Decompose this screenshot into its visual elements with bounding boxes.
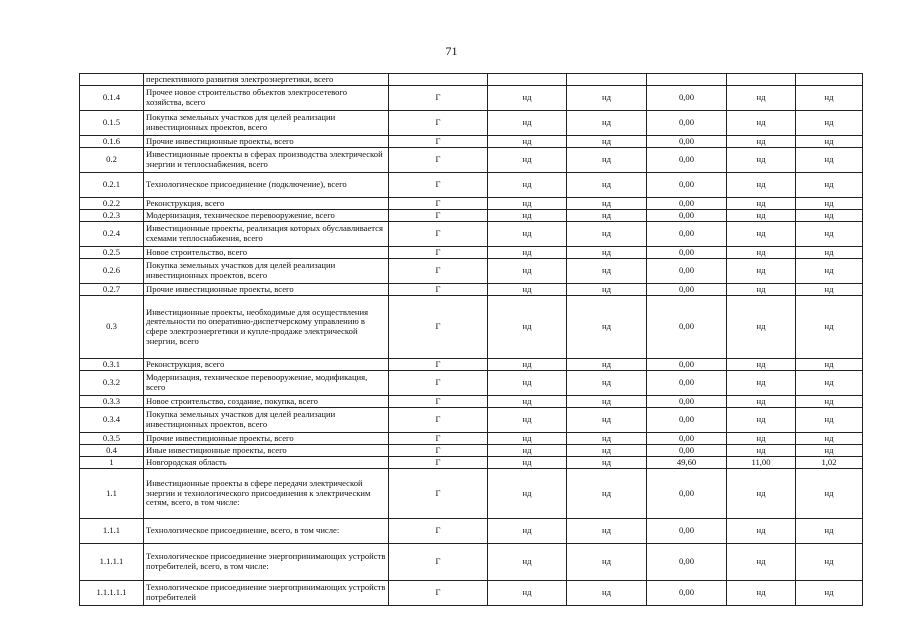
row-code [80, 74, 144, 86]
row-cell [567, 74, 647, 86]
row-cell: нд [567, 284, 647, 296]
row-code: 0.2.6 [80, 259, 144, 284]
row-cell: Г [389, 359, 488, 371]
row-cell: 0,00 [647, 408, 727, 433]
row-cell: 0,00 [647, 469, 727, 519]
table-row [80, 581, 863, 606]
table-row [80, 408, 863, 433]
row-cell: 0,00 [647, 296, 727, 359]
row-cell: нд [796, 469, 863, 519]
table-row [80, 136, 863, 148]
row-cell: нд [727, 284, 796, 296]
row-cell: 0,00 [647, 136, 727, 148]
row-code: 0.4 [80, 445, 144, 457]
row-name: Иные инвестиционные проекты, всего [144, 445, 389, 457]
table-row [80, 86, 863, 111]
row-cell: Г [389, 148, 488, 173]
row-cell: нд [567, 469, 647, 519]
row-cell: 0,00 [647, 433, 727, 445]
row-cell: нд [567, 544, 647, 581]
table-row [80, 284, 863, 296]
row-cell: Г [389, 284, 488, 296]
table-row [80, 544, 863, 581]
row-cell: 0,00 [647, 581, 727, 606]
row-cell [488, 74, 567, 86]
row-cell: нд [488, 519, 567, 544]
row-cell: нд [796, 544, 863, 581]
row-cell: нд [488, 148, 567, 173]
row-cell: нд [488, 284, 567, 296]
row-cell: 49,60 [647, 457, 727, 469]
row-cell: нд [488, 408, 567, 433]
row-code: 0.1.5 [80, 111, 144, 136]
table-row [80, 222, 863, 247]
row-code: 0.2.5 [80, 247, 144, 259]
row-name: Реконструкция, всего [144, 198, 389, 210]
row-cell: нд [567, 198, 647, 210]
row-cell: нд [727, 222, 796, 247]
row-cell: нд [796, 396, 863, 408]
row-cell: нд [488, 371, 567, 396]
row-cell: нд [796, 148, 863, 173]
table-row [80, 111, 863, 136]
row-cell: нд [488, 433, 567, 445]
row-cell: 0,00 [647, 396, 727, 408]
row-cell: Г [389, 469, 488, 519]
row-name: Модернизация, техническое перевооружение, всего [144, 210, 389, 222]
row-cell: нд [488, 581, 567, 606]
table-row [80, 396, 863, 408]
row-code: 0.1.6 [80, 136, 144, 148]
row-name: Прочее новое строительство объектов электросетевого хозяйства, всего [144, 86, 389, 111]
row-cell: нд [567, 396, 647, 408]
row-name: Инвестиционные проекты в сферах производства электрической энергии и теплоснабжения, всего [144, 148, 389, 173]
row-cell: 0,00 [647, 111, 727, 136]
row-cell: нд [567, 136, 647, 148]
row-name: Реконструкция, всего [144, 359, 389, 371]
row-cell: нд [488, 111, 567, 136]
row-cell: нд [567, 445, 647, 457]
row-code: 1.1.1 [80, 519, 144, 544]
row-code: 1.1.1.1.1 [80, 581, 144, 606]
row-name: Технологическое присоединение, всего, в том числе: [144, 519, 389, 544]
row-cell: 0,00 [647, 371, 727, 396]
row-cell: 0,00 [647, 86, 727, 111]
row-cell: нд [567, 173, 647, 198]
row-cell: нд [567, 519, 647, 544]
row-cell: Г [389, 296, 488, 359]
row-cell: нд [567, 371, 647, 396]
row-cell: нд [727, 359, 796, 371]
row-cell: 0,00 [647, 284, 727, 296]
row-code: 0.3.4 [80, 408, 144, 433]
row-cell: Г [389, 519, 488, 544]
row-cell: нд [727, 86, 796, 111]
table-row [80, 445, 863, 457]
row-cell: Г [389, 544, 488, 581]
table-row [80, 198, 863, 210]
row-cell: Г [389, 247, 488, 259]
row-name: Покупка земельных участков для целей реализации инвестиционных проектов, всего [144, 259, 389, 284]
row-cell: нд [796, 296, 863, 359]
row-cell: нд [488, 247, 567, 259]
row-cell: нд [796, 222, 863, 247]
row-cell: Г [389, 173, 488, 198]
row-cell: нд [488, 222, 567, 247]
row-code: 1.1 [80, 469, 144, 519]
row-cell: нд [796, 198, 863, 210]
row-code: 0.3.3 [80, 396, 144, 408]
row-cell: 1,02 [796, 457, 863, 469]
row-cell: нд [567, 210, 647, 222]
row-cell [389, 74, 488, 86]
row-cell: нд [727, 111, 796, 136]
row-name: Инвестиционные проекты, необходимые для осуществления деятельности по оперативно-диспетчерскому управлению в сфере электроэнергетики и купле-продаже электрической энергии, всего [144, 296, 389, 359]
row-name: Новое строительство, создание, покупка, всего [144, 396, 389, 408]
row-code: 0.2.2 [80, 198, 144, 210]
row-cell: нд [727, 519, 796, 544]
row-cell: 0,00 [647, 445, 727, 457]
row-cell: нд [796, 408, 863, 433]
table-row [80, 457, 863, 469]
row-cell: нд [567, 86, 647, 111]
row-cell: нд [488, 259, 567, 284]
row-cell: Г [389, 136, 488, 148]
row-code: 1 [80, 457, 144, 469]
row-cell: нд [796, 284, 863, 296]
row-cell: нд [796, 359, 863, 371]
row-code: 0.3.5 [80, 433, 144, 445]
row-name: Покупка земельных участков для целей реализации инвестиционных проектов, всего [144, 111, 389, 136]
row-cell: нд [727, 469, 796, 519]
row-cell: нд [488, 198, 567, 210]
row-cell: нд [796, 111, 863, 136]
row-cell: нд [727, 210, 796, 222]
row-name: Технологическое присоединение энергопринимающих устройств потребителей [144, 581, 389, 606]
row-cell: 0,00 [647, 259, 727, 284]
table-row [80, 371, 863, 396]
row-cell: нд [796, 173, 863, 198]
row-cell: нд [567, 222, 647, 247]
row-cell: нд [727, 445, 796, 457]
row-cell: Г [389, 198, 488, 210]
row-cell: нд [567, 457, 647, 469]
row-cell: нд [567, 581, 647, 606]
row-cell: нд [488, 86, 567, 111]
row-cell: нд [488, 544, 567, 581]
row-name: Прочие инвестиционные проекты, всего [144, 433, 389, 445]
row-cell: нд [567, 433, 647, 445]
row-name: Технологическое присоединение энергопринимающих устройств потребителей, всего, в том числе: [144, 544, 389, 581]
row-cell: нд [796, 210, 863, 222]
table-row [80, 259, 863, 284]
row-cell: Г [389, 86, 488, 111]
row-cell: нд [727, 148, 796, 173]
row-cell [727, 74, 796, 86]
row-cell: нд [488, 296, 567, 359]
page-number: 71 [445, 44, 458, 58]
row-code: 0.2.3 [80, 210, 144, 222]
row-cell: нд [567, 408, 647, 433]
table-row [80, 519, 863, 544]
row-cell: нд [488, 469, 567, 519]
row-cell: Г [389, 396, 488, 408]
row-cell: нд [796, 86, 863, 111]
row-cell [796, 74, 863, 86]
table-row [80, 74, 863, 86]
row-cell: нд [727, 581, 796, 606]
row-cell: нд [727, 408, 796, 433]
row-cell: нд [567, 259, 647, 284]
row-cell: 0,00 [647, 210, 727, 222]
row-cell: нд [567, 359, 647, 371]
row-code: 1.1.1.1 [80, 544, 144, 581]
row-cell: нд [488, 457, 567, 469]
row-name: Новгородская область [144, 457, 389, 469]
row-code: 0.2 [80, 148, 144, 173]
row-cell: нд [796, 433, 863, 445]
row-cell: Г [389, 210, 488, 222]
row-cell: нд [567, 296, 647, 359]
row-name: Новое строительство, всего [144, 247, 389, 259]
row-cell: нд [567, 247, 647, 259]
row-cell: 0,00 [647, 173, 727, 198]
row-code: 0.3.1 [80, 359, 144, 371]
row-name: перспективного развития электроэнергетики, всего [144, 74, 389, 86]
row-cell: 11,00 [727, 457, 796, 469]
row-cell: нд [488, 396, 567, 408]
table-row [80, 433, 863, 445]
table-row [80, 469, 863, 519]
row-cell: нд [796, 247, 863, 259]
row-cell [647, 74, 727, 86]
row-cell: нд [567, 148, 647, 173]
row-cell: Г [389, 371, 488, 396]
table-row [80, 210, 863, 222]
row-cell: 0,00 [647, 148, 727, 173]
row-cell: нд [796, 136, 863, 148]
row-name: Прочие инвестиционные проекты, всего [144, 284, 389, 296]
row-cell: Г [389, 581, 488, 606]
row-cell: нд [727, 396, 796, 408]
row-name: Покупка земельных участков для целей реализации инвестиционных проектов, всего [144, 408, 389, 433]
row-code: 0.1.4 [80, 86, 144, 111]
row-code: 0.2.1 [80, 173, 144, 198]
row-name: Модернизация, техническое перевооружение, модификация, всего [144, 371, 389, 396]
row-cell: нд [488, 210, 567, 222]
row-name: Технологическое присоединение (подключение), всего [144, 173, 389, 198]
row-code: 0.2.7 [80, 284, 144, 296]
row-name: Инвестиционные проекты, реализация которых обуславливается схемами теплоснабжения, всего [144, 222, 389, 247]
table-row [80, 173, 863, 198]
row-cell: нд [727, 259, 796, 284]
row-cell: Г [389, 259, 488, 284]
table-row [80, 148, 863, 173]
row-cell: нд [488, 173, 567, 198]
row-cell: 0,00 [647, 222, 727, 247]
row-cell: 0,00 [647, 198, 727, 210]
row-cell: нд [727, 247, 796, 259]
row-cell: Г [389, 408, 488, 433]
row-name: Прочие инвестиционные проекты, всего [144, 136, 389, 148]
row-cell: нд [727, 136, 796, 148]
row-cell: нд [727, 173, 796, 198]
row-cell: нд [727, 296, 796, 359]
row-cell: нд [796, 371, 863, 396]
row-cell: Г [389, 457, 488, 469]
row-cell: нд [796, 259, 863, 284]
row-cell: нд [796, 445, 863, 457]
row-cell: Г [389, 445, 488, 457]
table-row [80, 359, 863, 371]
row-cell: Г [389, 433, 488, 445]
row-cell: нд [796, 519, 863, 544]
row-cell: нд [727, 198, 796, 210]
row-cell: нд [488, 359, 567, 371]
table-row [80, 247, 863, 259]
row-cell: нд [488, 136, 567, 148]
row-cell: 0,00 [647, 519, 727, 544]
row-cell: 0,00 [647, 544, 727, 581]
row-name: Инвестиционные проекты в сфере передачи электрической энергии и технологического присоединения к электрическим сетям, всего, в том числе: [144, 469, 389, 519]
row-cell: Г [389, 111, 488, 136]
row-cell: 0,00 [647, 247, 727, 259]
row-cell: нд [727, 544, 796, 581]
row-code: 0.3.2 [80, 371, 144, 396]
row-cell: нд [727, 433, 796, 445]
row-code: 0.3 [80, 296, 144, 359]
table-row [80, 296, 863, 359]
row-cell: нд [796, 581, 863, 606]
row-cell: 0,00 [647, 359, 727, 371]
row-cell: нд [488, 445, 567, 457]
row-cell: нд [567, 111, 647, 136]
investment-table [79, 73, 863, 606]
row-code: 0.2.4 [80, 222, 144, 247]
row-cell: нд [727, 371, 796, 396]
row-cell: Г [389, 222, 488, 247]
